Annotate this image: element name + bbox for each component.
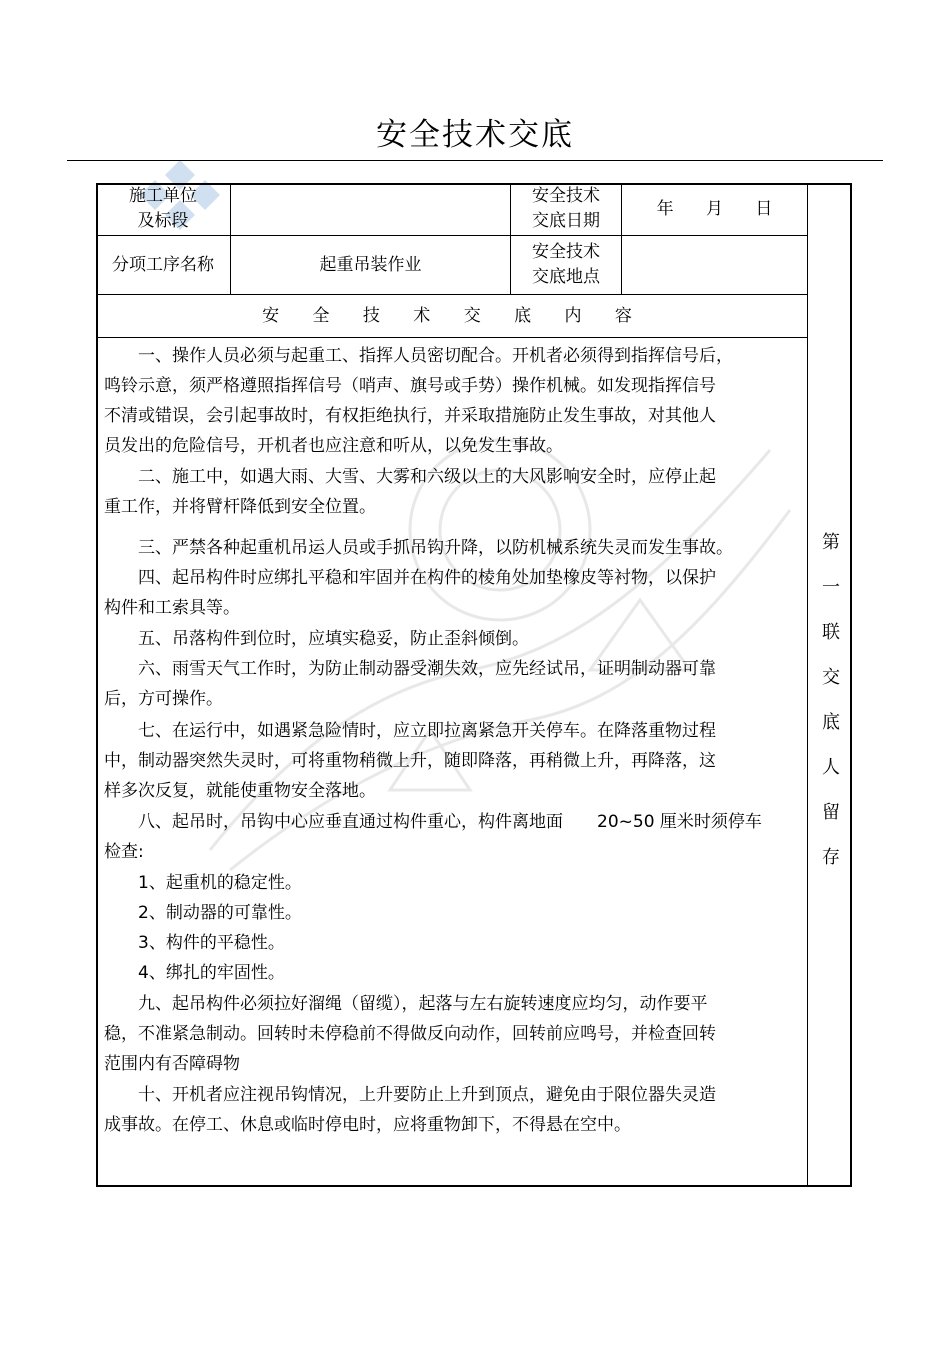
side-label-char: 留	[822, 802, 840, 823]
title-rule	[67, 160, 883, 161]
side-label	[810, 520, 852, 880]
content-line: 检查:	[104, 842, 144, 862]
content-line: 3、构件的平稳性。	[104, 933, 285, 953]
date-label	[511, 183, 621, 235]
content-line: 一、操作人员必须与起重工、指挥人员密切配合。开机者必须得到指挥信号后，	[104, 346, 733, 366]
place-label-line1: 安全技术	[532, 242, 600, 262]
content-line: 稳，不准紧急制动。回转时未停稳前不得做反向动作，回转前应鸣号，并检查回转	[104, 1024, 716, 1044]
content-line: 重工作，并将臂杆降低到安全位置。	[104, 497, 376, 517]
date-value: 年 月 日	[656, 198, 773, 219]
content-line: 2、制动器的可靠性。	[104, 903, 302, 923]
unit-label-line1: 施工单位	[129, 186, 197, 206]
side-label-char: 底	[822, 712, 840, 733]
side-label-char: 交	[822, 667, 840, 688]
divider	[96, 337, 808, 338]
place-label	[511, 236, 621, 294]
content-line: 范围内有否障碍物	[104, 1054, 240, 1074]
side-label-char: 一	[822, 577, 840, 598]
page-title: 安全技术交底	[376, 117, 574, 153]
process-label: 分项工序名称	[112, 254, 214, 275]
content-line: 成事故。在停工、休息或临时停电时，应将重物卸下，不得悬在空中。	[104, 1115, 631, 1135]
content-line: 二、施工中，如遇大雨、大雪、大雾和六级以上的大风影响安全时，应停止起	[104, 467, 716, 487]
content-line: 六、雨雪天气工作时，为防止制动器受潮失效，应先经试吊，证明制动器可靠	[104, 659, 716, 679]
content-line: 中，制动器突然失灵时，可将重物稍微上升，随即降落，再稍微上升，再降落，这	[104, 751, 716, 771]
unit-label-line2: 及标段	[137, 211, 189, 231]
content-line: 样多次反复，就能使重物安全落地。	[104, 781, 376, 801]
side-label-char: 联	[822, 622, 840, 643]
content-line: 四、起吊构件时应绑扎平稳和牢固并在构件的棱角处加垫橡皮等衬物，以保护	[104, 568, 716, 588]
content-line: 鸣铃示意，须严格遵照指挥信号（哨声、旗号或手势）操作机械。如发现指挥信号	[104, 376, 716, 396]
content-line: 三、严禁各种起重机吊运人员或手抓吊钩升降，以防机械系统失灵而发生事故。	[104, 538, 733, 558]
side-label-char: 存	[822, 847, 840, 868]
content-line: 构件和工索具等。	[104, 598, 240, 618]
side-label-char: 第	[822, 532, 840, 553]
content-heading: 安 全 技 术 交 底 内 容	[262, 305, 642, 326]
place-label-line2: 交底地点	[532, 267, 600, 287]
content-line: 七、在运行中，如遇紧急险情时，应立即拉离紧急开关停车。在降落重物过程	[104, 721, 716, 741]
content-line: 后，方可操作。	[104, 689, 223, 709]
unit-value	[231, 183, 510, 235]
content-line: 九、起吊构件必须拉好溜绳（留缆），起落与左右旋转速度应均匀，动作要平	[104, 994, 708, 1014]
content-line: 4、绑扎的牢固性。	[104, 963, 285, 983]
disclosure-content	[104, 342, 804, 1162]
content-line: 不清或错误，会引起事故时，有权拒绝执行，并采取措施防止发生事故，对其他人	[104, 406, 716, 426]
date-label-line2: 交底日期	[532, 211, 600, 231]
content-line: 1、起重机的稳定性。	[104, 873, 302, 893]
place-value	[622, 236, 807, 294]
process-value: 起重吊装作业	[319, 254, 422, 275]
content-line: 员发出的危险信号，开机者也应注意和听从，以免发生事故。	[104, 436, 563, 456]
content-line: 八、起吊时，吊钩中心应垂直通过构件重心，构件离地面 20~50 厘米时须停车	[104, 812, 762, 832]
date-label-line1: 安全技术	[532, 186, 600, 206]
unit-label	[96, 183, 230, 235]
side-label-char: 人	[822, 757, 840, 778]
content-line: 十、开机者应注视吊钩情况，上升要防止上升到顶点，避免由于限位器失灵造	[104, 1085, 716, 1105]
content-line: 五、吊落构件到位时，应填实稳妥，防止歪斜倾倒。	[104, 629, 529, 649]
